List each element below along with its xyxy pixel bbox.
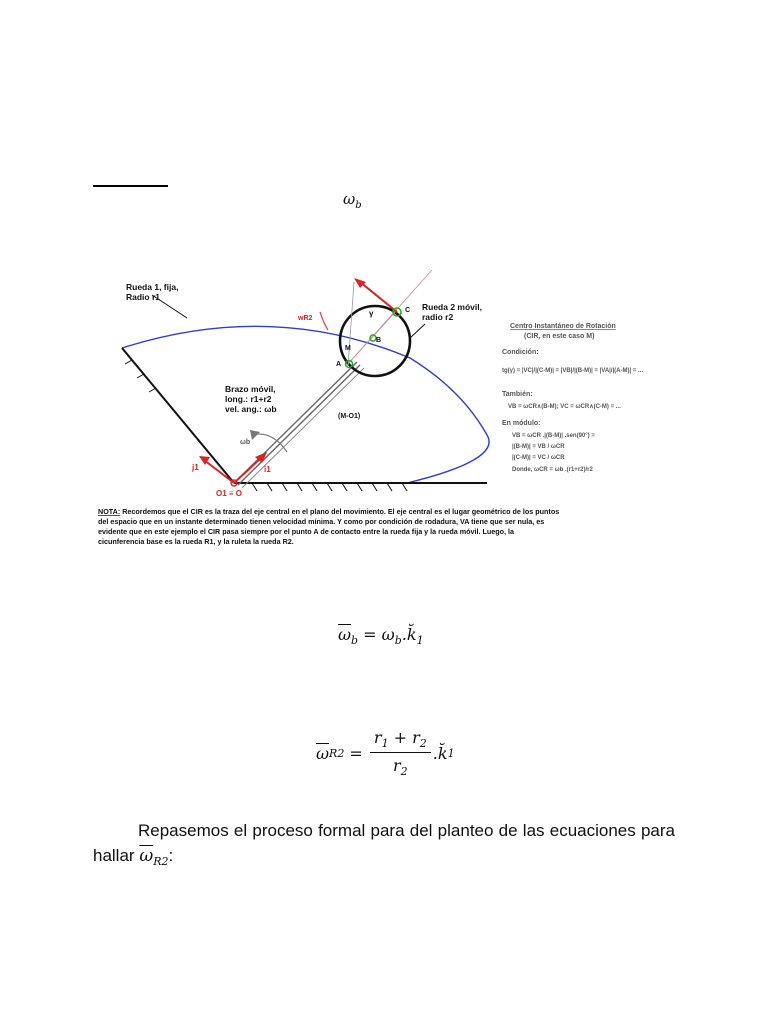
svg-text:VB = ωCR .|(B-M)| .sen(90°) =: VB = ωCR .|(B-M)| .sen(90°) = <box>512 433 595 439</box>
svg-text:tg(γ) = |VC|/|(C-M)| = |VB|/|(: tg(γ) = |VC|/|(C-M)| = |VB|/|(B-M)| = |VA|/|(A-M)| = ... <box>502 368 644 374</box>
svg-text:Brazo móvil,: Brazo móvil, <box>225 384 276 394</box>
svg-text:γ: γ <box>369 309 374 318</box>
section-underline <box>93 185 168 187</box>
svg-text:cicunferencia base es la rueda: cicunferencia base es la rueda R1, y la ruleta la rueda R2. <box>98 537 294 546</box>
svg-text:NOTA: Recordemos que el CIR es: NOTA: Recordemos que el CIR es la traza del eje central en el plano del movimiento. El eje central es el lugar geométrico de los puntos <box>98 507 560 516</box>
body-paragraph: Repasemos el proceso formal para del planteo de las ecuaciones para hallar $\overline{\omega}_{R2}$: <box>93 821 675 868</box>
svg-text:B: B <box>376 337 382 344</box>
svg-text:|(C-M)| = VC / ωCR: |(C-M)| = VC / ωCR <box>512 455 565 461</box>
svg-text:i1: i1 <box>264 465 271 474</box>
svg-text:Condición:: Condición: <box>502 349 539 356</box>
svg-text:evidente que en este ejemplo e: evidente que en este ejemplo el CIR pasa siempre por el punto A de contacto entre la rueda fija y la rueda móvil. Luego, la <box>98 527 515 536</box>
svg-text:Rueda 1, fija,: Rueda 1, fija, <box>126 282 179 292</box>
equation-omega-r2: $\overline{\omega}$ R2 = $\frac{r_1 + r_2}{r_2}$ . k̆ 1 <box>316 728 455 778</box>
svg-text:También:: También: <box>502 391 533 398</box>
svg-text:long.: r1+r2: long.: r1+r2 <box>225 394 272 404</box>
svg-text:(CIR, en este caso M): (CIR, en este caso M) <box>524 333 595 340</box>
svg-text:|(B-M)| = VB / ωCR: |(B-M)| = VB / ωCR <box>512 444 565 450</box>
svg-text:del espacio que en un instante: del espacio que en un instante determinado tienen velocidad mínima. Y como por condición de rodadura, VA tiene que ser nula, es <box>98 517 545 526</box>
svg-text:wR2: wR2 <box>298 315 313 322</box>
svg-text:ωb: ωb <box>240 439 251 446</box>
svg-text:En módulo:: En módulo: <box>502 420 541 427</box>
svg-text:Donde, ωCR = ωb .(r1+r2)/r2: Donde, ωCR = ωb .(r1+r2)/r2 <box>512 467 593 473</box>
svg-text:(M-O1): (M-O1) <box>338 413 361 420</box>
svg-text:M: M <box>345 345 351 352</box>
svg-text:radio r2: radio r2 <box>422 312 454 322</box>
svg-text:j1: j1 <box>192 463 199 472</box>
svg-text:Rueda 2 móvil,: Rueda 2 móvil, <box>422 302 482 312</box>
svg-text:Centro Instantáneo de Rotación: Centro Instantáneo de Rotación <box>510 323 616 330</box>
svg-text:VB = ωCR∧(B-M); VC = ωCR∧(C-M: VB = ωCR∧(B-M); VC = ωCR∧(C-M) = ... <box>508 404 621 410</box>
svg-text:O1 ≡ O: O1 ≡ O <box>216 489 243 498</box>
mechanism-diagram <box>92 270 680 552</box>
fraction: $\frac{r_1 + r_2}{r_2}$ <box>370 728 431 778</box>
svg-text:C: C <box>405 307 411 314</box>
equation-omega-b: $\overline{\omega}_b$ = $\omega_b.k̆_1$ <box>338 625 424 647</box>
omega-b-symbol: $\omega_b$ <box>343 190 362 211</box>
svg-text:vel. ang.: ωb: vel. ang.: ωb <box>225 404 277 414</box>
svg-text:Radio r1: Radio r1 <box>126 292 161 302</box>
svg-text:A: A <box>336 361 342 368</box>
